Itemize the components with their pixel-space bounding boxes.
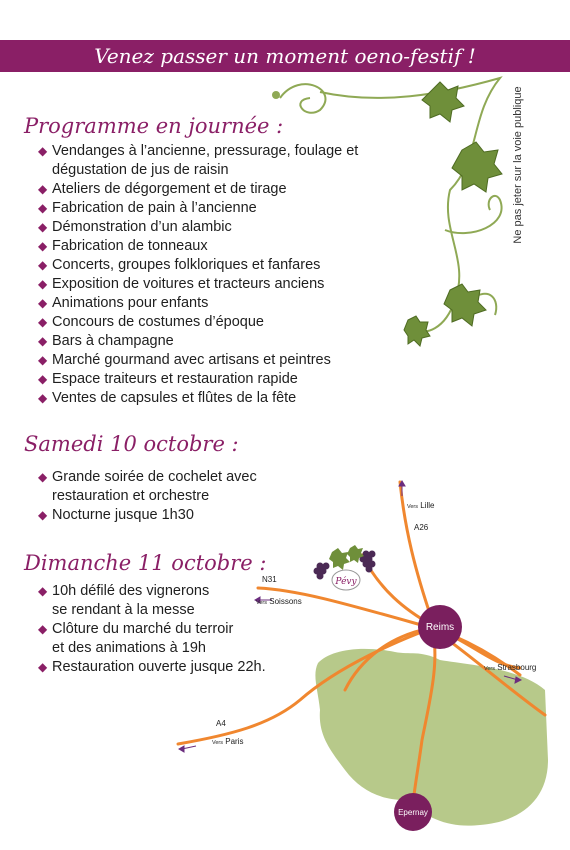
side-notice: Ne pas jeter sur la voie publique (512, 86, 524, 244)
list-item: ◆ Concours de costumes d’époque (38, 314, 264, 330)
list-item: se rendant à la messe (52, 602, 195, 618)
svg-text:A4: A4 (216, 719, 226, 728)
list-item: ◆ Animations pour enfants (38, 295, 209, 311)
svg-text:Pévy: Pévy (335, 577, 357, 587)
diamond-bullet-icon: ◆ (38, 622, 48, 636)
diamond-bullet-icon: ◆ (38, 144, 48, 158)
svg-text:Epernay: Epernay (398, 808, 428, 817)
svg-text:Vers Strasbourg: Vers Strasbourg (484, 663, 537, 672)
list-item: restauration et orchestre (52, 488, 210, 504)
diamond-bullet-icon: ◆ (38, 239, 48, 253)
list-item: ◆ Ventes de capsules et flûtes de la fête (38, 390, 297, 406)
list-item: ◆ Vendanges à l’ancienne, pressurage, foulage et (38, 143, 359, 159)
programme-heading: Programme en journée : (24, 114, 284, 138)
diamond-bullet-icon: ◆ (38, 334, 48, 348)
svg-text:A26: A26 (414, 523, 429, 532)
list-item: ◆ Nocturne jusque 1h30 (38, 507, 194, 523)
diamond-bullet-icon: ◆ (38, 220, 48, 234)
list-item: ◆ Grande soirée de cochelet avec (38, 469, 257, 485)
svg-text:N31: N31 (262, 575, 277, 584)
list-item: ◆ Fabrication de pain à l’ancienne (38, 200, 257, 216)
list-item: ◆ Bars à champagne (38, 333, 174, 349)
list-item: ◆ Espace traiteurs et restauration rapide (38, 371, 298, 387)
svg-text:Vers Paris: Vers Paris (212, 737, 244, 746)
samedi-heading: Samedi 10 octobre : (24, 432, 239, 456)
list-item: ◆ Marché gourmand avec artisans et peintres (38, 352, 331, 368)
list-item: et des animations à 19h (52, 640, 206, 656)
list-item: ◆ Restauration ouverte jusque 22h. (38, 659, 266, 675)
diamond-bullet-icon: ◆ (38, 353, 48, 367)
vineyard-region (315, 649, 548, 826)
list-item: ◆ Exposition de voitures et tracteurs anciens (38, 276, 325, 292)
pevy-grapes-logo (314, 545, 376, 590)
diamond-bullet-icon: ◆ (38, 584, 48, 598)
diamond-bullet-icon: ◆ (38, 660, 48, 674)
diamond-bullet-icon: ◆ (38, 258, 48, 272)
diamond-bullet-icon: ◆ (38, 315, 48, 329)
diamond-bullet-icon: ◆ (38, 391, 48, 405)
diamond-bullet-icon: ◆ (38, 372, 48, 386)
banner-title: Venez passer un moment oeno-festif ! (94, 44, 476, 68)
svg-text:Reims: Reims (425, 622, 455, 633)
list-item: dégustation de jus de raisin (52, 162, 229, 178)
svg-text:Vers Lille: Vers Lille (407, 501, 435, 510)
list-item: ◆ Clôture du marché du terroir (38, 621, 234, 637)
diamond-bullet-icon: ◆ (38, 470, 48, 484)
diamond-bullet-icon: ◆ (38, 201, 48, 215)
list-item: ◆ 10h défilé des vignerons (38, 583, 210, 599)
svg-text:Vers Soissons: Vers Soissons (256, 597, 302, 606)
list-item: ◆ Concerts, groupes folkloriques et fanfares (38, 257, 321, 273)
diamond-bullet-icon: ◆ (38, 508, 48, 522)
list-item: ◆ Fabrication de tonneaux (38, 238, 208, 254)
diamond-bullet-icon: ◆ (38, 182, 48, 196)
list-item: ◆ Ateliers de dégorgement et de tirage (38, 181, 287, 197)
list-item: ◆ Démonstration d’un alambic (38, 219, 232, 235)
dimanche-heading: Dimanche 11 octobre : (24, 551, 267, 575)
diamond-bullet-icon: ◆ (38, 277, 48, 291)
diamond-bullet-icon: ◆ (38, 296, 48, 310)
